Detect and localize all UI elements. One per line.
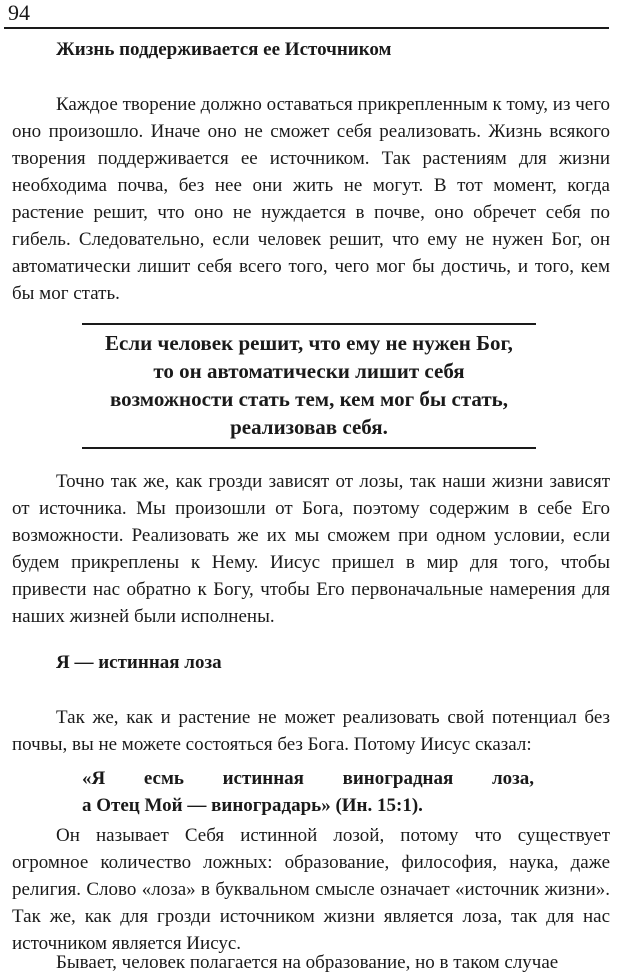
paragraph-false-vines: Он называет Себя истинной лозой, потому что существует огромное количество ложных: образование, философия, наука, даже религия. Слово «лоза» в буквальном смысле означает «источник жизни». Так же, как для грозди источником жизни является лоза, так для нас источником является Иисус.	[12, 825, 610, 954]
paragraph-grapes-vine: Точно так же, как грозди зависят от лозы, так наши жизни зависят от источника. Мы произошли от Бога, поэтому содержим в себе Его возможности. Реализовать же их мы сможем при одном условии, если будем прикреплены к Нему. Иисус пришел в мир для того, чтобы привести нас обратно к Богу, чтобы Его первоначальные намерения для наших жизней были исполнены.	[12, 471, 610, 627]
callout-line: реализовав себя.	[230, 415, 388, 439]
header-rule	[4, 27, 609, 29]
quote-line: а Отец Мой — виноградарь» (Ин. 15:1).	[82, 795, 423, 816]
quote-line: «Я есмь истинная виноградная лоза,	[82, 768, 534, 789]
paragraph-creation-attached: Каждое творение должно оставаться прикрепленным к тому, из чего оно произошло. Иначе оно не сможет себя реализовать. Жизнь всякого творения поддерживается ее источником. Так растениям для жизни необходима почва, без нее они жить не могут. В тот момент, когда растение решит, что оно не нуждается в почве, оно обречет себя по гибель. Следовательно, если человек решит, что ему не нужен Бог, он автоматически лишит себя всего того, чего мог бы достичь, и того, кем бы мог стать.	[12, 94, 611, 304]
paragraph-education: Бывает, человек полагается на образование, но в таком случае	[56, 952, 559, 973]
scripture-quote	[82, 765, 534, 819]
section-heading-true-vine: Я — истинная лоза	[56, 652, 222, 673]
page-number: 94	[8, 0, 30, 25]
callout-line: Если человек решит, что ему не нужен Бог,	[105, 331, 513, 355]
section-heading-life-sustained: Жизнь поддерживается ее Источником	[56, 39, 392, 60]
callout-line: то он автоматически лишит себя	[153, 359, 465, 383]
callout-box	[82, 323, 536, 449]
callout-line: возможности стать тем, кем мог бы стать,	[109, 387, 509, 411]
callout-text	[82, 325, 536, 447]
callout-bottom-rule	[82, 447, 536, 449]
paragraph-plant-soil: Так же, как и растение не может реализовать свой потенциал без почвы, вы не можете состояться без Бога. Потому Иисус сказал:	[12, 707, 610, 755]
